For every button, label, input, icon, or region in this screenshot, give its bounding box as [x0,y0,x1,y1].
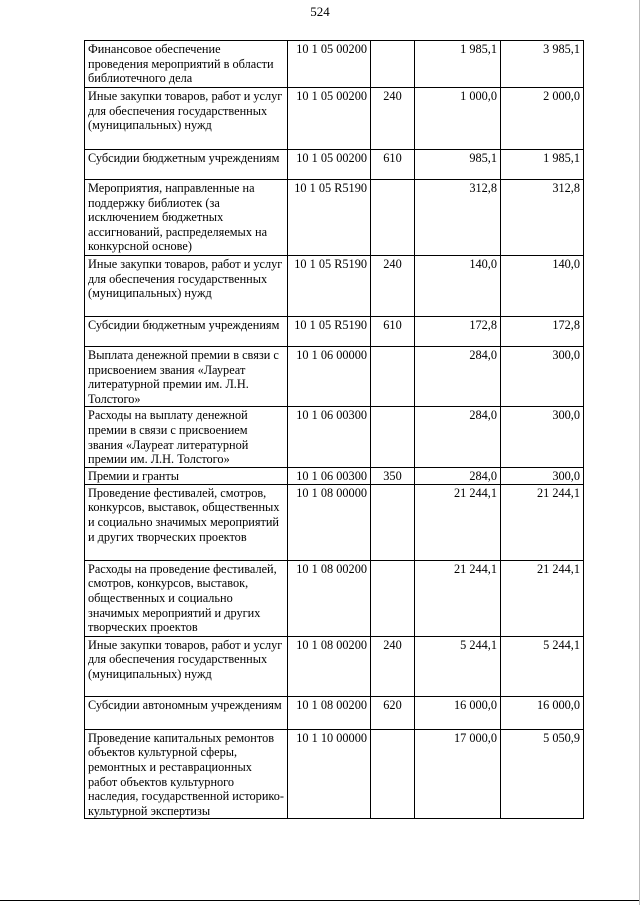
row-expense-type [371,180,415,256]
row-expense-type: 620 [371,696,415,729]
row-code: 10 1 05 00200 [288,41,371,88]
row-sum-1: 284,0 [415,467,501,484]
page-bottom-line [0,900,640,901]
budget-table [84,40,584,819]
row-sum-2: 21 244,1 [501,484,584,560]
row-expense-type [371,41,415,88]
row-name: Субсидии бюджетным учреждениям [85,150,288,180]
table-row [85,88,584,150]
table-row [85,636,584,696]
row-sum-1: 1 000,0 [415,88,501,150]
row-name: Премии и гранты [85,467,288,484]
row-code: 10 1 06 00300 [288,467,371,484]
row-sum-1: 17 000,0 [415,729,501,819]
row-expense-type [371,407,415,467]
row-sum-2: 1 985,1 [501,150,584,180]
row-expense-type: 610 [371,317,415,347]
row-sum-1: 1 985,1 [415,41,501,88]
row-sum-1: 21 244,1 [415,560,501,636]
row-sum-1: 16 000,0 [415,696,501,729]
table-row [85,317,584,347]
row-sum-2: 300,0 [501,407,584,467]
table-row [85,41,584,88]
row-sum-2: 2 000,0 [501,88,584,150]
row-expense-type: 240 [371,256,415,317]
budget-table-body [85,41,584,819]
row-name: Иные закупки товаров, работ и услуг для обеспечения государственных (муниципальных) нужд [85,256,288,317]
row-sum-1: 312,8 [415,180,501,256]
row-code: 10 1 06 00300 [288,407,371,467]
row-code: 10 1 08 00200 [288,696,371,729]
row-name: Иные закупки товаров, работ и услуг для обеспечения государственных (муниципальных) нужд [85,636,288,696]
row-code: 10 1 05 00200 [288,88,371,150]
row-expense-type: 240 [371,636,415,696]
table-row [85,696,584,729]
table-row [85,560,584,636]
row-expense-type [371,484,415,560]
row-code: 10 1 10 00000 [288,729,371,819]
table-row [85,407,584,467]
row-expense-type: 610 [371,150,415,180]
row-expense-type [371,729,415,819]
row-name: Проведение фестивалей, смотров, конкурсов, выставок, общественных и социально значимых мероприятий и других творческих проектов [85,484,288,560]
row-sum-2: 5 050,9 [501,729,584,819]
row-code: 10 1 05 R5190 [288,180,371,256]
row-name: Субсидии автономным учреждениям [85,696,288,729]
page-number: 524 [310,4,330,19]
row-expense-type: 350 [371,467,415,484]
table-row [85,256,584,317]
table-row [85,467,584,484]
table-row [85,729,584,819]
row-code: 10 1 08 00200 [288,636,371,696]
row-name: Расходы на проведение фестивалей, смотров, конкурсов, выставок, общественных и социально значимых мероприятий и других творческих проектов [85,560,288,636]
row-sum-1: 284,0 [415,347,501,407]
row-code: 10 1 05 R5190 [288,256,371,317]
row-sum-2: 172,8 [501,317,584,347]
row-sum-1: 21 244,1 [415,484,501,560]
row-name: Финансовое обеспечение проведения мероприятий в области библиотечного дела [85,41,288,88]
row-sum-2: 16 000,0 [501,696,584,729]
table-row [85,150,584,180]
row-sum-2: 3 985,1 [501,41,584,88]
row-sum-2: 300,0 [501,467,584,484]
row-expense-type: 240 [371,88,415,150]
row-code: 10 1 08 00000 [288,484,371,560]
row-name: Расходы на выплату денежной премии в связи с присвоением звания «Лауреат литературной премии им. Л.Н. Толстого» [85,407,288,467]
row-sum-1: 140,0 [415,256,501,317]
table-row [85,180,584,256]
row-sum-2: 5 244,1 [501,636,584,696]
row-sum-1: 284,0 [415,407,501,467]
row-expense-type [371,560,415,636]
row-name: Выплата денежной премии в связи с присвоением звания «Лауреат литературной премии им. Л.Н. Толстого» [85,347,288,407]
row-sum-1: 985,1 [415,150,501,180]
row-sum-2: 300,0 [501,347,584,407]
row-expense-type [371,347,415,407]
row-code: 10 1 05 00200 [288,150,371,180]
row-name: Иные закупки товаров, работ и услуг для обеспечения государственных (муниципальных) нужд [85,88,288,150]
table-row [85,347,584,407]
row-sum-1: 5 244,1 [415,636,501,696]
row-name: Субсидии бюджетным учреждениям [85,317,288,347]
row-sum-2: 21 244,1 [501,560,584,636]
table-row [85,484,584,560]
row-code: 10 1 08 00200 [288,560,371,636]
row-sum-2: 140,0 [501,256,584,317]
row-sum-1: 172,8 [415,317,501,347]
row-sum-2: 312,8 [501,180,584,256]
row-code: 10 1 06 00000 [288,347,371,407]
row-name: Мероприятия, направленные на поддержку библиотек (за исключением бюджетных ассигнований, распределяемых на конкурсной основе) [85,180,288,256]
row-code: 10 1 05 R5190 [288,317,371,347]
row-name: Проведение капитальных ремонтов объектов культурной сферы, ремонтных и реставрационных работ объектов культурного наследия, государственной историко-культурной экспертизы [85,729,288,819]
